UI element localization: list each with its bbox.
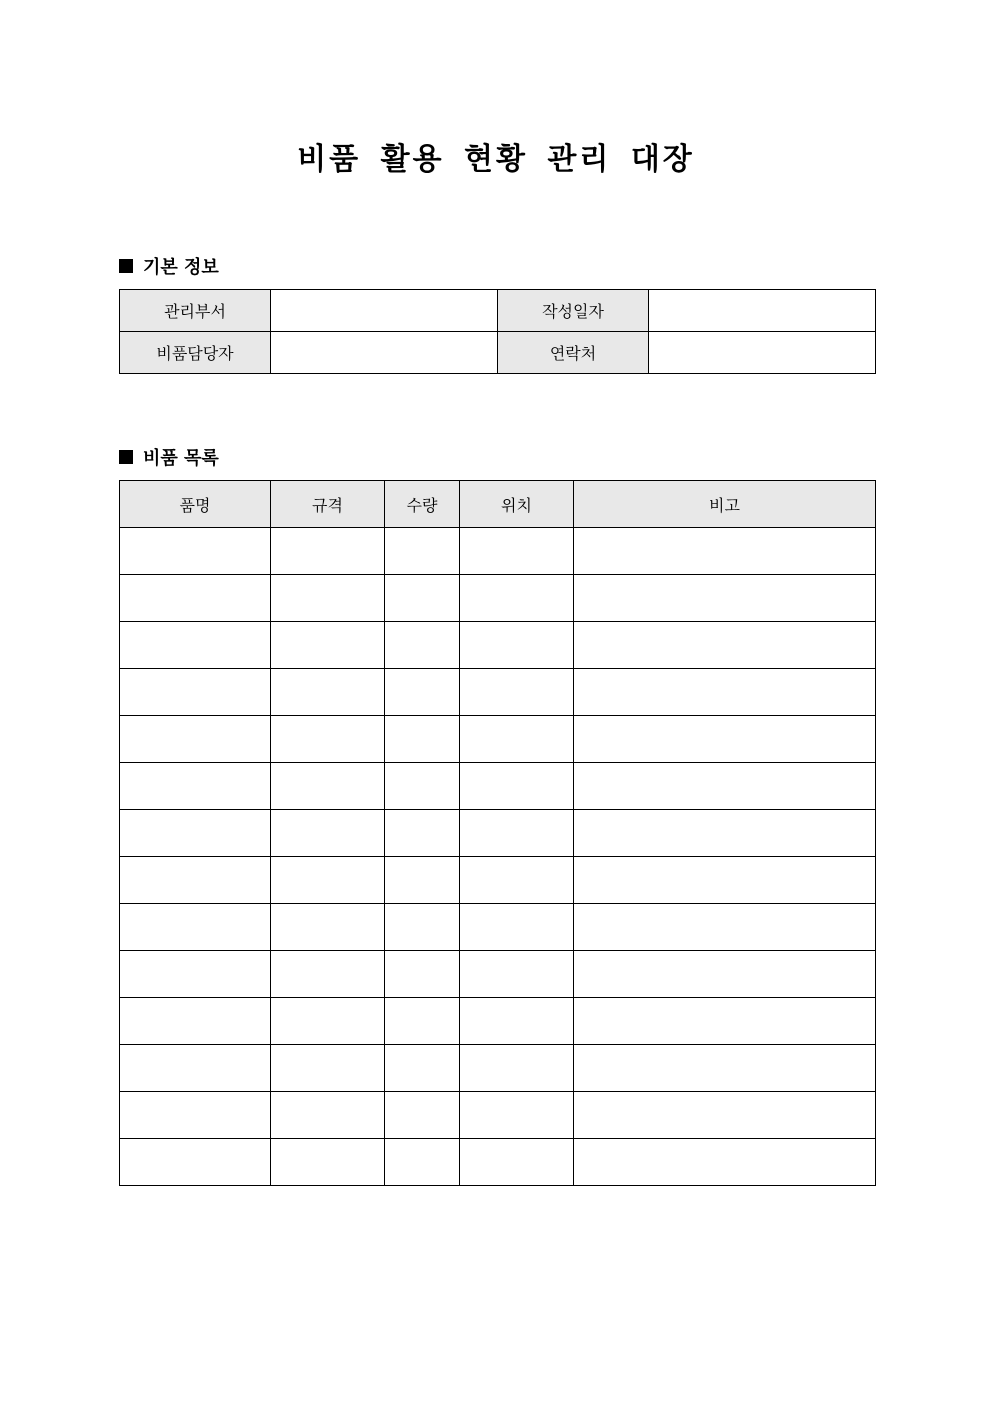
square-bullet-icon [119,259,133,273]
date-label: 작성일자 [498,290,649,332]
spec-cell[interactable] [271,716,385,763]
remarks-cell[interactable] [574,575,876,622]
basic-info-table [119,289,876,374]
table-row [120,528,876,575]
table-row [120,716,876,763]
spec-cell[interactable] [271,857,385,904]
item-list-table [119,480,876,1186]
table-row [120,1045,876,1092]
quantity-cell[interactable] [385,763,460,810]
manager-field[interactable] [271,332,498,374]
remarks-cell[interactable] [574,669,876,716]
quantity-cell[interactable] [385,528,460,575]
spec-cell[interactable] [271,669,385,716]
section-heading-label: 비품 목록 [143,448,219,469]
manager-label: 비품담당자 [120,332,271,374]
section-heading-basic-info [119,253,219,279]
location-cell[interactable] [460,1045,574,1092]
table-row [120,669,876,716]
location-cell[interactable] [460,669,574,716]
name-cell[interactable] [120,904,271,951]
table-row [120,763,876,810]
name-cell[interactable] [120,575,271,622]
location-cell[interactable] [460,622,574,669]
name-cell[interactable] [120,716,271,763]
spec-cell[interactable] [271,763,385,810]
section-heading-label: 기본 정보 [143,257,219,278]
table-row [120,904,876,951]
location-cell[interactable] [460,810,574,857]
quantity-cell[interactable] [385,716,460,763]
square-bullet-icon [119,450,133,464]
name-cell[interactable] [120,1139,271,1186]
contact-field[interactable] [649,332,876,374]
table-row [120,998,876,1045]
table-row [120,332,876,374]
remarks-cell[interactable] [574,1045,876,1092]
table-row [120,951,876,998]
spec-cell[interactable] [271,1092,385,1139]
table-row [120,290,876,332]
location-cell[interactable] [460,763,574,810]
table-row [120,1139,876,1186]
spec-cell[interactable] [271,998,385,1045]
name-cell[interactable] [120,1045,271,1092]
remarks-cell[interactable] [574,998,876,1045]
table-row [120,622,876,669]
name-cell[interactable] [120,1092,271,1139]
quantity-cell[interactable] [385,1092,460,1139]
contact-label: 연락처 [498,332,649,374]
page-title: 비품 활용 현황 관리 대장 [297,142,695,177]
spec-cell[interactable] [271,951,385,998]
section-heading-item-list [119,444,219,470]
table-header-row [120,481,876,528]
quantity-cell[interactable] [385,1139,460,1186]
location-cell[interactable] [460,1139,574,1186]
remarks-cell[interactable] [574,857,876,904]
location-cell[interactable] [460,528,574,575]
name-cell[interactable] [120,998,271,1045]
table-row [120,1092,876,1139]
remarks-cell[interactable] [574,1139,876,1186]
column-header-quantity: 수량 [385,481,460,528]
spec-cell[interactable] [271,528,385,575]
name-cell[interactable] [120,622,271,669]
location-cell[interactable] [460,998,574,1045]
quantity-cell[interactable] [385,857,460,904]
location-cell[interactable] [460,904,574,951]
location-cell[interactable] [460,716,574,763]
spec-cell[interactable] [271,1045,385,1092]
table-row [120,810,876,857]
remarks-cell[interactable] [574,763,876,810]
quantity-cell[interactable] [385,575,460,622]
spec-cell[interactable] [271,575,385,622]
location-cell[interactable] [460,951,574,998]
remarks-cell[interactable] [574,528,876,575]
quantity-cell[interactable] [385,1045,460,1092]
table-row [120,857,876,904]
spec-cell[interactable] [271,904,385,951]
column-header-location: 위치 [460,481,574,528]
name-cell[interactable] [120,951,271,998]
remarks-cell[interactable] [574,716,876,763]
dept-field[interactable] [271,290,498,332]
date-field[interactable] [649,290,876,332]
remarks-cell[interactable] [574,951,876,998]
remarks-cell[interactable] [574,622,876,669]
column-header-spec: 규격 [271,481,385,528]
name-cell[interactable] [120,669,271,716]
item-list-body [120,528,876,1186]
location-cell[interactable] [460,575,574,622]
quantity-cell[interactable] [385,622,460,669]
remarks-cell[interactable] [574,1092,876,1139]
spec-cell[interactable] [271,622,385,669]
quantity-cell[interactable] [385,951,460,998]
table-row [120,575,876,622]
spec-cell[interactable] [271,1139,385,1186]
quantity-cell[interactable] [385,904,460,951]
name-cell[interactable] [120,810,271,857]
name-cell[interactable] [120,857,271,904]
column-header-name: 품명 [120,481,271,528]
quantity-cell[interactable] [385,810,460,857]
name-cell[interactable] [120,528,271,575]
quantity-cell[interactable] [385,998,460,1045]
remarks-cell[interactable] [574,810,876,857]
column-header-remarks: 비고 [574,481,876,528]
remarks-cell[interactable] [574,904,876,951]
location-cell[interactable] [460,1092,574,1139]
dept-label: 관리부서 [120,290,271,332]
location-cell[interactable] [460,857,574,904]
spec-cell[interactable] [271,810,385,857]
quantity-cell[interactable] [385,669,460,716]
name-cell[interactable] [120,763,271,810]
